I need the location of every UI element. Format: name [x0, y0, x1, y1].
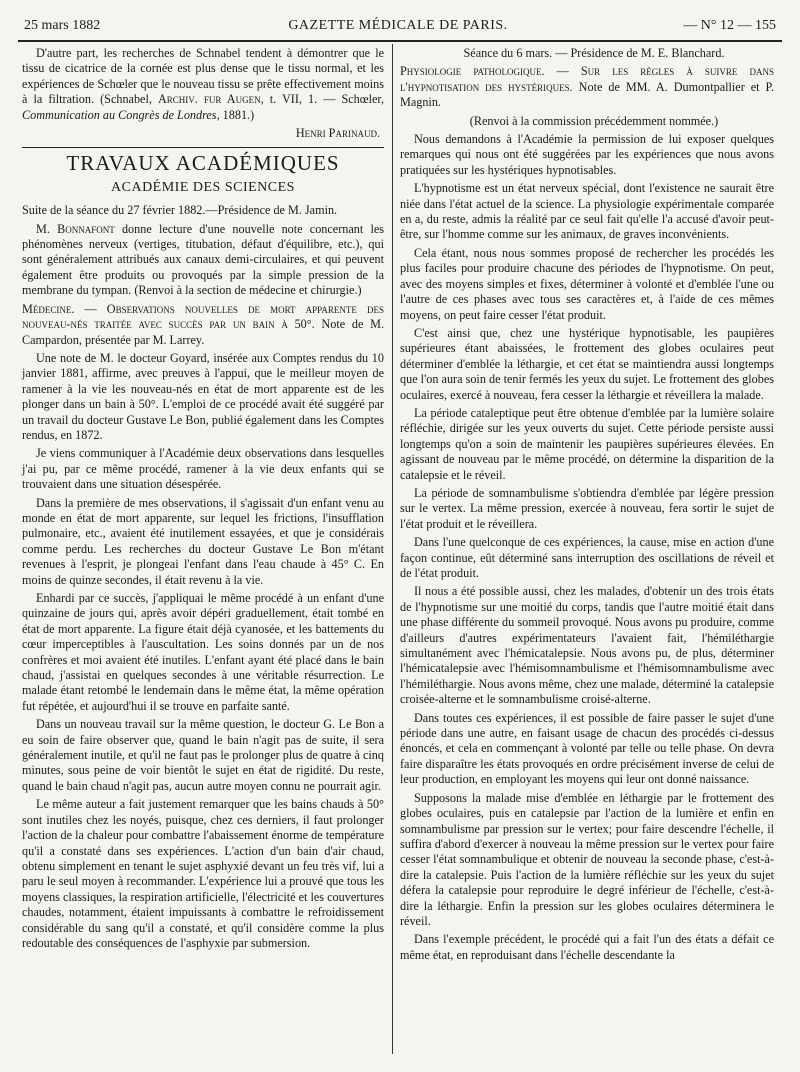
column-divider: [392, 44, 393, 1054]
issue-date: 25 mars 1882: [24, 18, 101, 33]
page-header: [18, 14, 778, 38]
seance-line: Séance du 6 mars. — Présidence de M. E. Blanchard.: [463, 46, 725, 60]
opening-paragraph: D'autre part, les recherches de Schnabel tendent à démontrer que le tissu de cicatrice de la cornée est plus dense que le tissu normal, et les expériences de Schœler que le nouveau tissu se prête effectivement moins à la filtration. (Schnabel, Archiv. fur Augen, t. VII, 1. — Schœler, Communication au Congrès de Londres, 1881.): [22, 46, 384, 122]
body-paragraph: La période cataleptique peut être obtenue d'emblée par la lumière solaire réfléchie, dirigée sur les yeux ouverts du sujet. Cette période persiste aussi longtemps qu'on a soin de maintenir les paupières supérieures élevées. En agissant de nouveau par le même procédé, on détermine la disparition de la catalepsie et le réveil.: [400, 405, 774, 482]
page-number: — N° 12 — 155: [683, 18, 776, 33]
body-paragraph: Le même auteur a fait justement remarquer que les bains chauds à 50° sont inutiles chez les noyés, puisque, chez ces derniers, il faut prolonger l'action de la chaleur pour combattre l'abaissement énorme de température qu'il a constaté dans ses expériences. L'action d'un bain d'air chaud, obtenu simplement en tenant le sujet asphyxié devant un feu très vif, lui a paru le seul moyen à recommander. L'expérience lui a prouvé que tous les moyens classiques, la respiration artificielle, l'électricité et les couvertures chaudes, notamment, étaient impuissants à combattre le refroidissement considérable du sang qu'il a constaté, et qu'il considère comme la plus redoutable des conséquences de l'asphyxie par submersion.: [22, 797, 384, 950]
body-paragraph: La période de somnambulisme s'obtiendra d'emblée par légère pression sur le vertex. La même pression, exercée à nouveau, fera sortir le sujet de l'état produit et le réveillera.: [400, 485, 774, 531]
bonnafont-name: M. Bonnafont: [36, 221, 115, 236]
bonnafont-paragraph: M. Bonnafont donne lecture d'une nouvelle note concernant les phénomènes nerveux (vertiges, titubation, défaut d'équilibre, etc.), qui sont généralement attribués aux canaux demi-circulaires, et qui peuvent également être produits ou provoqués par la simple pression de la membrane du tympan. (Renvoi à la section de médecine et chirurgie.): [22, 221, 384, 298]
medecine-heading: [22, 302, 384, 348]
section-title: TRAVAUX ACADÉMIQUES: [66, 151, 340, 176]
left-column: [22, 46, 384, 954]
archiv-reference: Archiv. fur Augen: [157, 92, 261, 107]
header-rule: [18, 40, 782, 42]
medecine-title: Médecine. — Observations nouvelles de mort apparente des nouveau-nés traitée avec succès par un bain à 50°.: [22, 301, 384, 332]
author-signature: Henri Parinaud.: [295, 126, 380, 141]
renvoi-note: (Renvoi à la commission précédemment nommée.): [469, 113, 719, 128]
communication-reference: Communication au Congrès de Londres: [22, 107, 217, 122]
body-paragraph: Dans la première de mes observations, il s'agissait d'un enfant venu au monde en état de mort apparente, sur lequel les frictions, l'insufflation pulmonaire, etc., avaient été inutilement essayées, et que je considérais comme perdu. Les recherches du docteur Gustave Le Bon m'étant revenues à l'esprit, je plongeai l'enfant dans l'eau chaude à 45° C. En moins de quinze secondes, il était revenu à la vie.: [22, 495, 384, 587]
journal-title: GAZETTE MÉDICALE DE PARIS.: [288, 18, 508, 33]
body-paragraph: Nous demandons à l'Académie la permission de lui exposer quelques remarques qui nous ont été suggérées par les expériences que nous avons pratiquées sur les hystériques hypnotisables.: [400, 132, 774, 177]
body-paragraph: Cela étant, nous nous sommes proposé de rechercher les procédés les plus faciles pour produire chacune des périodes de l'hypnotisme. On peut, avec des moyens simples et fixes, déterminer à volonté et d'emblée l'une ou l'autre de ces phases avec tous ses caractères et, à l'aide de ces mêmes moyens, on peut faire cesser l'état produit.: [400, 245, 774, 322]
body-paragraph: Dans l'une quelconque de ces expériences, la cause, mise en action d'une façon continue, eût déterminé sans interruption des oscillations de réveil et de l'état produit.: [400, 535, 774, 580]
body-paragraph: L'hypnotisme est un état nerveux spécial, dont l'existence ne saurait être niée dans l'état actuel de la science. La physiologie expérimentale comparée en a, du reste, admis la réalité par ce seul fait qu'elle l'a accusé d'avoir peut-être, sur l'homme comme sur les animaux, de graves inconvénients.: [400, 181, 774, 242]
body-paragraph: Une note de M. le docteur Goyard, insérée aux Comptes rendus du 10 janvier 1881, affirme, avec preuves à l'appui, que le meilleur moyen de ramener à la vie les nouveau-nés en état de mort apparente est de les plonger dans un bain à 50°. L'emploi de ce procédé avait été suggéré par un travail du docteur Gustave Le Bon, publié également dans les Comptes rendus, en 1872.: [22, 350, 384, 442]
body-paragraph: Dans un nouveau travail sur la même question, le docteur G. Le Bon a eu soin de faire observer que, quand le bain n'agit pas de suite, il sera généralement inutile, et qu'il ne faut pas le prolonger plus de quatre à cinq minutes, sous peine de voir bientôt le sujet en état de rigidité. Du reste, quand le bain chaud n'agit pas, aucun autre moyen connu ne pourrait agir.: [22, 717, 384, 793]
body-paragraph: C'est ainsi que, chez une hystérique hypnotisable, les paupières supérieures étant abaissées, le frottement des globes oculaires peut déterminer d'emblée la léthargie, et cet état se maintiendra aussi longtemps que l'on aura soin de tenir fermés les yeux du sujet. Le frottement des globes oculaires, exercé à nouveau, fera cesser la léthargie et réveillera la malade.: [400, 325, 774, 402]
body-paragraph: Dans l'exemple précédent, le procédé qui a fait l'un des états a défait ce même état, en reproduisant dans l'échelle descendante la: [400, 932, 774, 962]
body-paragraph: Enhardi par ce succès, j'appliquai le même procédé à un enfant d'une quinzaine de jours qui, après avoir dépéri graduellement, était tombé en état de mort apparente. La figure était déjà cyanosée, et les battements du cœur imperceptibles à l'auscultation. Les soins donnés par un de nos confrères et moi avaient été inutiles. L'enfant ayant été placé dans le bain chaud, j'assistai en quelques secondes à une véritable résurrection. Le malade étant retombé le lendemain dans le même état, la même opération fut répétée, et aujourd'hui il se trouve en parfaite santé.: [22, 591, 384, 713]
section-rule: [22, 147, 384, 148]
body-paragraph: Dans toutes ces expériences, il est possible de faire passer le sujet d'une période dans une autre, en faisant usage de chacun des procédés ci-dessus énoncés, et cela en commençant à volonté par telle ou telle phase. On devra faire disparaître les états provoqués en ordre précisément inverse de celui de leur production, en employant les moyens qui leur ont donné naissance.: [400, 710, 774, 787]
physiologie-heading: [400, 64, 774, 110]
body-paragraph: Supposons la malade mise d'emblée en léthargie par le frottement des globes oculaires, puis en catalepsie par l'action de la lumière et enfin en somnambulisme par pression sur le vertex; pour faire descendre l'échelle, il suffira d'abord d'exercer à nouveau la même pression sur le vertex pour faire cesser l'état somnambulique et obtenir de nouveau la seconde phase, c'est-à-dire la catalepsie. Puis l'action de la lumière réfléchie sur les yeux du sujet défera la catalepsie pour reproduire le degré inférieur de l'échelle, c'est-à-dire la léthargie. Enfin la pression sur les globes oculaires déterminera le réveil.: [400, 790, 774, 928]
right-column: [400, 46, 774, 966]
body-paragraph: Il nous a été possible aussi, chez les malades, d'obtenir un des trois états de l'hypnotisme sur une moitié du corps, tandis que l'autre moitié était dans une phase différente du sommeil provoqué. Nous avons pu produire, comme d'ailleurs d'autres expérimentateurs l'avaient fait, l'hémiléthargie simultanément avec l'hémicatalepsie. Nous avons pu, de plus, déterminer l'hémicatalepsie avec l'hémisomnambulisme et l'hémisomnambulisme avec l'hémiléthargie. Nous avons même, chez une malade, déterminé la catalepsie croisée-alterne et le somnambulisme croisé-alterne.: [400, 584, 774, 707]
physiologie-title: Physiologie pathologique. — Sur les règles à suivre dans l'hypnotisation des hystériques.: [400, 64, 774, 94]
seance-line: Suite de la séance du 27 février 1882.—Présidence de M. Jamin.: [22, 203, 338, 218]
body-paragraph: Je viens communiquer à l'Académie deux observations dans lesquelles j'ai pu, par ce même procédé, ramener à la vie deux enfants qui se trouvaient dans une situation désespérée.: [22, 446, 384, 492]
section-subtitle: ACADÉMIE DES SCIENCES: [111, 179, 295, 195]
physiologie-authors: Note de MM. A. Dumontpallier et P. Magnin.: [400, 79, 774, 110]
medecine-authors: Note de M. Campardon, présentée par M. Larrey.: [22, 317, 385, 347]
